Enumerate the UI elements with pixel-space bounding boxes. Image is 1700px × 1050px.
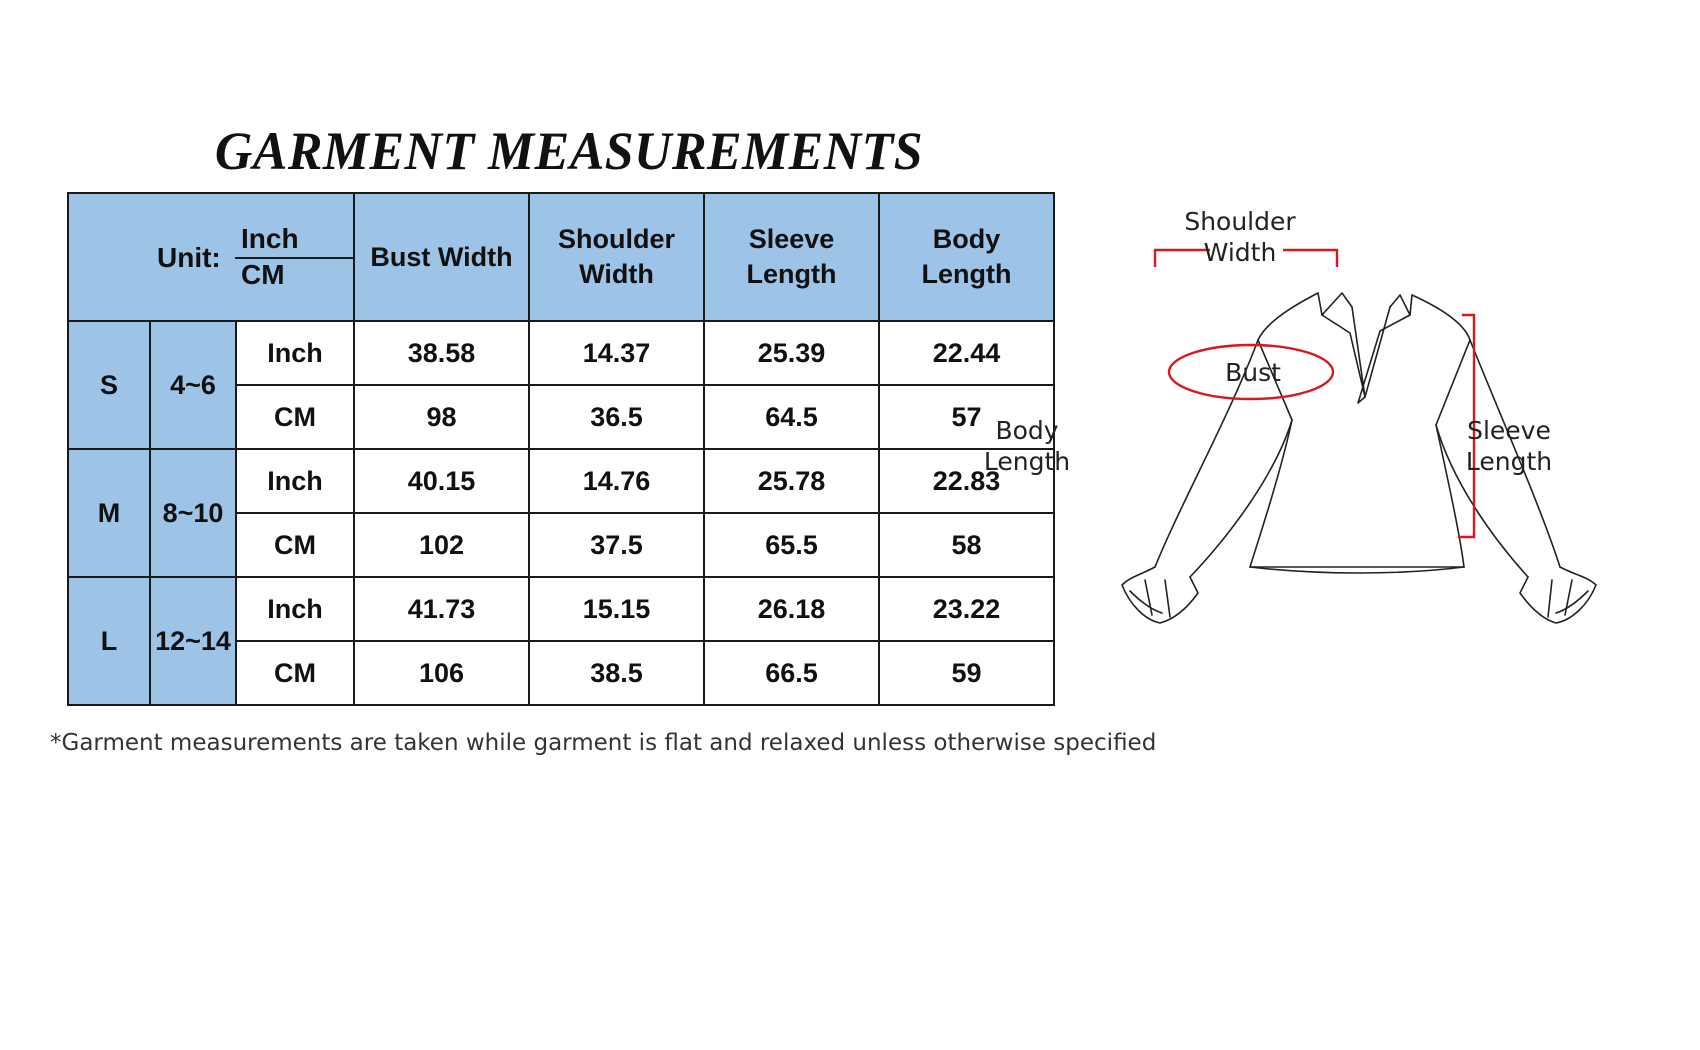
size-chart-table (67, 192, 1055, 706)
unit-header-cell (68, 193, 354, 321)
measurement-cell: 40.15 (354, 449, 529, 513)
measurement-note: *Garment measurements are taken while garment is flat and relaxed unless otherwise specified (50, 730, 1157, 756)
measurement-cell: 98 (354, 385, 529, 449)
shoulder-width-label: Shoulder Width (1184, 207, 1296, 267)
page-title: GARMENT MEASUREMENTS (214, 121, 924, 181)
measurement-cell: 25.39 (704, 321, 879, 385)
measurement-cell: 64.5 (704, 385, 879, 449)
size-range: 4~6 (150, 321, 236, 449)
header-shoulder-width: Shoulder Width (529, 193, 704, 321)
unit-label: Unit: (157, 242, 221, 273)
size-label: L (68, 577, 150, 705)
unit-cell: CM (236, 513, 354, 577)
measurement-cell: 14.76 (529, 449, 704, 513)
measurement-cell: 26.18 (704, 577, 879, 641)
header-sleeve-length: Sleeve Length (704, 193, 879, 321)
measurement-cell: 106 (354, 641, 529, 705)
table-row (68, 321, 1054, 385)
size-range: 12~14 (150, 577, 236, 705)
garment-diagram (983, 207, 1660, 675)
unit-cm-label: CM (241, 259, 285, 290)
table-row (68, 577, 1054, 641)
measurement-cell: 15.15 (529, 577, 704, 641)
size-label: M (68, 449, 150, 577)
blouse-illustration (1060, 215, 1660, 675)
measurement-cell: 14.37 (529, 321, 704, 385)
size-label: S (68, 321, 150, 449)
unit-cell: Inch (236, 449, 354, 513)
sleeve-length-label: Sleeve Length (1465, 416, 1553, 476)
measurement-cell: 65.5 (704, 513, 879, 577)
measurement-cell: 37.5 (529, 513, 704, 577)
body-length-label: Body Length (983, 416, 1071, 476)
unit-cell: Inch (236, 577, 354, 641)
measurement-cell: 25.78 (704, 449, 879, 513)
unit-cell: CM (236, 385, 354, 449)
unit-inch-label: Inch (241, 223, 299, 254)
measurement-cell: 36.5 (529, 385, 704, 449)
bust-label: Bust (1225, 358, 1281, 387)
unit-cell: Inch (236, 321, 354, 385)
measurement-cell: 22.44 (879, 321, 1054, 385)
measurement-cell: 22.83 (879, 449, 1054, 513)
header-body-length: Body Length (879, 193, 1054, 321)
measurement-cell: 57 (879, 385, 1054, 449)
table-row (68, 449, 1054, 513)
measurement-cell: 66.5 (704, 641, 879, 705)
measurement-cell: 102 (354, 513, 529, 577)
measurement-cell: 58 (879, 513, 1054, 577)
measurement-cell: 41.73 (354, 577, 529, 641)
measurement-cell: 23.22 (879, 577, 1054, 641)
unit-cell: CM (236, 641, 354, 705)
measurement-cell: 38.5 (529, 641, 704, 705)
measurement-cell: 59 (879, 641, 1054, 705)
measurement-cell: 38.58 (354, 321, 529, 385)
size-range: 8~10 (150, 449, 236, 577)
header-bust-width: Bust Width (354, 193, 529, 321)
